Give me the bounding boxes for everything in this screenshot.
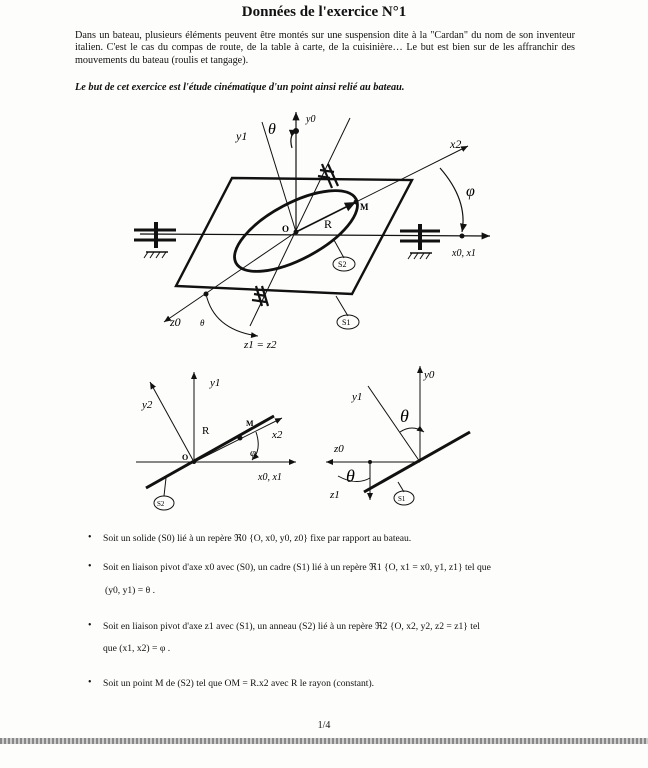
bl-label-S2: S2 xyxy=(157,500,165,508)
label-theta: θ xyxy=(268,121,276,138)
label-x0x1: x0, x1 xyxy=(452,248,476,259)
label-M: M xyxy=(360,202,369,212)
bullet-2-cont: (y0, y1) = θ . xyxy=(105,585,155,596)
label-y0: y0 xyxy=(306,114,316,125)
goal-statement: Le but de cet exercice est l'étude cinématique d'un point ainsi relié au bateau. xyxy=(75,82,405,93)
bullet-dot: • xyxy=(88,677,92,688)
bl-label-M: M xyxy=(246,419,254,428)
bullet-dot: • xyxy=(88,532,92,543)
bullet-3: Soit en liaison pivot d'axe z1 avec (S1), un anneau (S2) lié à un repère ℜ2 {O, x2, y2, z2 = z1} tel xyxy=(103,621,480,632)
bullet-4: Soit un point M de (S2) tel que OM = R.x2 avec R le rayon (constant). xyxy=(103,678,375,689)
br-label-theta-top: θ xyxy=(400,406,409,426)
bl-label-phi: φ xyxy=(250,447,257,459)
bl-label-x0x1: x0, x1 xyxy=(258,472,282,483)
scan-edge xyxy=(0,738,648,744)
page-number: 1/4 xyxy=(317,720,331,731)
diagram-bottom-right xyxy=(326,366,470,505)
bl-label-y1: y1 xyxy=(210,377,221,389)
label-y1: y1 xyxy=(236,129,248,143)
bullet-dot: • xyxy=(88,561,92,572)
label-O: O xyxy=(282,224,290,234)
br-label-theta: θ xyxy=(346,466,355,486)
bullet-1: Soit un solide (S0) lié à un repère ℜ0 {O, x0, y0, z0} fixe par rapport au bateau. xyxy=(103,533,412,544)
label-theta-small: θ xyxy=(200,318,205,328)
br-label-S1: S1 xyxy=(398,495,406,503)
diagram-bottom-left xyxy=(136,372,296,510)
label-x2: x2 xyxy=(450,137,462,151)
br-label-y1: y1 xyxy=(352,391,363,403)
bl-label-R: R xyxy=(202,425,210,437)
bl-label-y2: y2 xyxy=(142,399,153,411)
bl-label-x2: x2 xyxy=(272,429,283,441)
bullet-dot: • xyxy=(88,620,92,631)
br-label-z0: z0 xyxy=(334,443,344,455)
page-title: Données de l'exercice N°1 xyxy=(241,4,407,20)
label-R: R xyxy=(324,217,333,231)
frame-s1 xyxy=(176,178,412,294)
intro-paragraph: Dans un bateau, plusieurs éléments peuvent être montés sur une suspension dite à la "Cardan" du nom de son inventeur italien. C'est le cas du compas de route, de la table à carte, de la cuisinière… Le but est bien sur de les affranchir des mouvements du bateau (roulis et tangage). xyxy=(75,30,575,66)
bearing-right xyxy=(400,224,440,259)
label-z1z2: z1 = z2 xyxy=(244,339,277,351)
label-phi: φ xyxy=(466,183,475,200)
bl-label-O: O xyxy=(182,453,189,462)
bullet-2: Soit en liaison pivot d'axe x0 avec (S0), un cadre (S1) lié à un repère ℜ1 {O, x1 = x0, y1, z1} tel que xyxy=(103,562,491,573)
label-S1: S1 xyxy=(342,318,351,327)
br-label-y0: y0 xyxy=(424,369,435,381)
label-z0: z0 xyxy=(170,315,181,329)
bearing-left xyxy=(134,222,176,258)
bullet-3-cont: que (x1, x2) = φ . xyxy=(103,643,171,654)
br-label-z1: z1 xyxy=(330,489,340,501)
label-S2: S2 xyxy=(338,260,347,269)
